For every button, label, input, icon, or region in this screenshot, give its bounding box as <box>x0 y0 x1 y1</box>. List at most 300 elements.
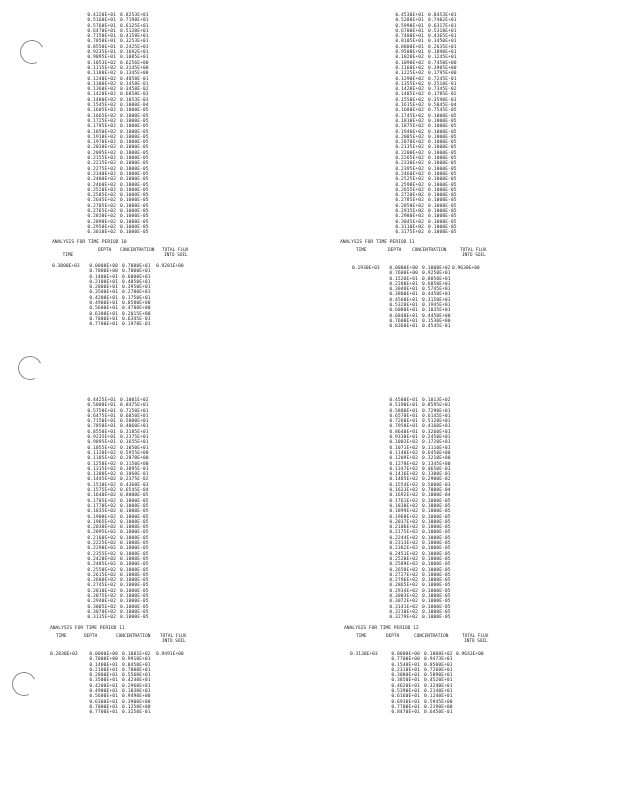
concentration-value: 0.2425E+01 <box>120 44 149 50</box>
depth-value: 0.7150E+01 <box>87 419 116 425</box>
depth-value: 0.2800E+01 <box>89 673 118 679</box>
concentration-value: 0.1720E+01 <box>422 440 451 446</box>
q2-col-time: TIME <box>356 248 367 253</box>
depth-value: 0.2106E+02 <box>389 525 418 531</box>
concentration-value: 0.2140E+01 <box>424 689 453 695</box>
depth-value: 0.2225E+02 <box>87 541 116 547</box>
depth-value: 0.1785E+02 <box>87 124 116 130</box>
depth-value: 0.7260E+01 <box>389 419 418 425</box>
depth-value: 0.2005E+02 <box>395 134 424 140</box>
concentration-value: 0.1750E+01 <box>122 295 151 301</box>
depth-value: 0.2330E+02 <box>395 161 424 167</box>
depth-value: 0.2460E+02 <box>395 171 424 177</box>
concentration-value: 0.1000E-05 <box>422 498 451 504</box>
depth-value: 0.5880E+01 <box>389 408 418 414</box>
depth-value: 0.5390E+01 <box>391 689 420 695</box>
depth-value: 0.2095E+02 <box>87 530 116 536</box>
concentration-value: 0.1000E-05 <box>120 593 149 599</box>
depth-value: 0.9895E+01 <box>87 440 116 446</box>
q3-section-title: ANALYSIS FOR TIME PERIOD 11 <box>50 626 125 631</box>
concentration-value: 0.1000E-05 <box>428 118 457 124</box>
depth-value: 0.3005E+02 <box>87 604 116 610</box>
depth-value: 0.4320E+01 <box>87 13 116 18</box>
depth-value: 0.4900E+01 <box>89 301 118 307</box>
concentration-value: 0.7450E+00 <box>428 60 457 66</box>
depth-value: 0.1400E+01 <box>89 274 118 280</box>
concentration-value: 0.1000E-05 <box>120 498 149 504</box>
depth-value: 0.4530E+01 <box>395 13 424 18</box>
concentration-value: 0.1000E-05 <box>120 519 149 525</box>
depth-value: 0.1623E+02 <box>389 488 418 494</box>
depth-value: 0.1540E+01 <box>391 662 420 668</box>
concentration-value: 0.1000E-05 <box>428 177 457 183</box>
depth-value: 0.6475E+01 <box>87 413 116 419</box>
concentration-value: 0.7000E-04 <box>422 488 451 494</box>
depth-value: 0.3110E+02 <box>395 224 424 230</box>
q2-col-conc: CONCENTRATION <box>412 248 447 253</box>
concentration-value: 0.8580E+00 <box>122 301 151 307</box>
depth-value: 0.5280E+01 <box>395 18 424 24</box>
q2-depth-concentration-list <box>390 13 462 235</box>
q4-results-list <box>386 652 458 716</box>
concentration-value: 0.1000E-05 <box>428 124 457 130</box>
q2-col-depth: DEPTH <box>388 248 402 253</box>
concentration-value: 0.1000E-05 <box>120 118 149 124</box>
depth-value: 0.2645E+02 <box>87 198 116 204</box>
concentration-value: 0.1000E-04 <box>422 493 451 499</box>
depth-value: 0.1380E+02 <box>87 472 116 478</box>
depth-value: 0.1550E+02 <box>395 97 424 103</box>
depth-value: 0.2865E+02 <box>389 583 418 589</box>
concentration-value: 0.5845E-04 <box>428 103 457 109</box>
depth-value: 0.2765E+02 <box>87 208 116 214</box>
concentration-value: 0.5120E+01 <box>120 28 149 34</box>
concentration-value: 0.6545E-04 <box>120 488 149 494</box>
depth-value: 0.9500E+01 <box>395 50 424 56</box>
depth-value: 0.8550E+01 <box>87 429 116 435</box>
q3-results-list <box>84 652 156 716</box>
depth-value: 0.7400E+01 <box>395 34 424 40</box>
concentration-value: 0.1000E-05 <box>120 161 149 167</box>
depth-value: 0.1745E+02 <box>395 113 424 119</box>
concentration-value: 0.2375E+01 <box>120 435 149 441</box>
concentration-value: 0.1000E-05 <box>422 514 451 520</box>
concentration-value: 0.1345E+00 <box>120 71 149 77</box>
depth-value: 0.2100E+01 <box>89 279 118 285</box>
concentration-value: 0.6345E-01 <box>122 316 151 322</box>
depth-value: 0.6080E+01 <box>389 308 418 314</box>
depth-value: 0.1640E+02 <box>87 493 116 499</box>
depth-value: 0.1300E+02 <box>87 81 116 87</box>
depth-value: 0.1761E+02 <box>389 498 418 504</box>
q1-section-title: ANALYSIS FOR TIME PERIOD 10 <box>52 240 127 245</box>
depth-value: 0.1290E+02 <box>395 76 424 82</box>
concentration-value: 0.1000E-05 <box>120 546 149 552</box>
concentration-value: 0.2015E+00 <box>122 311 151 317</box>
depth-value: 0.2934E+02 <box>389 588 418 594</box>
concentration-value: 0.4450E+00 <box>422 313 451 319</box>
concentration-value: 0.6050E+01 <box>120 413 149 419</box>
depth-value: 0.7000E+01 <box>89 704 118 710</box>
concentration-value: 0.1000E-05 <box>428 161 457 167</box>
depth-value: 0.2950E+02 <box>87 224 116 230</box>
depth-value: 0.1480E+02 <box>87 97 116 103</box>
concentration-value: 0.1000E-05 <box>120 219 149 225</box>
concentration-value: 0.1000E-05 <box>120 171 149 177</box>
concentration-value: 0.1000E-05 <box>422 503 451 509</box>
concentration-value: 0.3150E+01 <box>422 297 451 303</box>
depth-value: 0.1692E+02 <box>389 493 418 499</box>
concentration-value: 0.1000E-05 <box>428 156 457 162</box>
concentration-value: 0.1060E-01 <box>120 472 149 478</box>
depth-value: 0.7600E+00 <box>389 271 418 277</box>
concentration-value: 0.1000E-05 <box>120 129 149 135</box>
depth-value: 0.2785E+02 <box>395 198 424 204</box>
concentration-value: 0.6256E+00 <box>120 60 149 66</box>
depth-value: 0.1445E+02 <box>87 477 116 483</box>
concentration-value: 0.4158E+01 <box>120 34 149 40</box>
depth-value: 0.1420E+02 <box>395 87 424 93</box>
concentration-value: 0.3900E+00 <box>122 699 151 705</box>
depth-value: 0.9235E+01 <box>87 50 116 56</box>
q3-col-conc: CONCENTRATION <box>116 634 151 639</box>
concentration-value: 0.1240E+01 <box>424 694 453 700</box>
depth-value: 0.1355E+02 <box>395 81 424 87</box>
depth-value: 0.3045E+02 <box>395 219 424 225</box>
depth-value: 0.2890E+02 <box>87 219 116 225</box>
depth-value: 0.1850E+02 <box>87 129 116 135</box>
concentration-value: 0.1000E-05 <box>120 224 149 230</box>
depth-value: 0.1240E+02 <box>87 76 116 82</box>
concentration-value: 0.7402E+01 <box>428 18 457 24</box>
concentration-value: 0.1000E-05 <box>120 578 149 584</box>
depth-value: 0.7700E+01 <box>391 704 420 710</box>
concentration-value: 0.1000E-05 <box>428 193 457 199</box>
concentration-value: 0.4520E+01 <box>424 678 453 684</box>
concentration-value: 0.1035E+01 <box>422 308 451 314</box>
concentration-value: 0.1890E+01 <box>428 50 457 56</box>
concentration-value: 0.1655E+01 <box>120 440 149 446</box>
concentration-value: 0.8253E+01 <box>120 13 149 18</box>
depth-value: 0.1968E+02 <box>389 514 418 520</box>
depth-value: 0.7850E+01 <box>87 39 116 45</box>
q2-first-time: 0.1930E+03 <box>352 266 380 271</box>
concentration-value: 0.1000E-04 <box>120 103 149 109</box>
depth-value: 0.4200E+01 <box>89 683 118 689</box>
q1-col-depth: DEPTH <box>98 248 112 253</box>
depth-value: 0.2175E+02 <box>389 530 418 536</box>
concentration-value: 0.9473E+01 <box>424 657 453 663</box>
depth-value: 0.2875E+02 <box>87 593 116 599</box>
depth-value: 0.1090E+02 <box>395 60 424 66</box>
depth-value: 0.2095E+02 <box>87 150 116 156</box>
depth-value: 0.1416E+02 <box>389 472 418 478</box>
depth-value: 0.7150E+01 <box>87 34 116 40</box>
depth-value: 0.3070E+02 <box>87 609 116 615</box>
concentration-value: 0.1150E+00 <box>120 461 149 467</box>
depth-value: 0.3850E+01 <box>391 678 420 684</box>
depth-value: 0.1020E+02 <box>395 55 424 61</box>
concentration-value: 0.8050E+01 <box>422 276 451 282</box>
concentration-value: 0.3450E+01 <box>428 39 457 45</box>
concentration-value: 0.1000E-05 <box>422 535 451 541</box>
concentration-value: 0.1000E-05 <box>428 198 457 204</box>
q4-depth-concentration-list <box>384 398 456 620</box>
depth-value: 0.1605E+02 <box>87 108 116 114</box>
q4-col-depth: DEPTH <box>386 634 400 639</box>
depth-value: 0.2155E+02 <box>87 156 116 162</box>
concentration-value: 0.1785E-02 <box>428 92 457 98</box>
depth-value: 0.1575E+02 <box>87 488 116 494</box>
q1-depth-concentration-list <box>82 13 154 235</box>
depth-value: 0.1160E+02 <box>395 65 424 71</box>
depth-value: 0.3800E+01 <box>389 292 418 298</box>
concentration-value: 0.1000E-05 <box>428 214 457 220</box>
concentration-value: 0.1000E-05 <box>428 140 457 146</box>
depth-value: 0.1360E+02 <box>87 87 116 93</box>
concentration-value: 0.8000E-05 <box>120 493 149 499</box>
depth-value: 0.1545E+02 <box>87 103 116 109</box>
concentration-value: 0.1000E-05 <box>120 535 149 541</box>
depth-value: 0.1554E+02 <box>389 482 418 488</box>
concentration-value: 0.1110E+01 <box>422 445 451 451</box>
depth-value: 0.1185E+02 <box>87 456 116 462</box>
depth-value: 0.7850E+01 <box>87 424 116 430</box>
q1-first-flux: 0.9281E+00 <box>156 264 184 269</box>
depth-value: 0.9895E+01 <box>87 55 116 61</box>
depth-value: 0.2100E+01 <box>89 667 118 673</box>
concentration-value: 0.1000E-05 <box>120 525 149 531</box>
concentration-value: 0.1000E-05 <box>428 113 457 119</box>
concentration-value: 0.1050E+01 <box>120 445 149 451</box>
punch-hole-bottom <box>9 669 40 700</box>
q3-col-time: TIME <box>56 634 67 639</box>
concentration-value: 0.3250E-01 <box>122 710 151 716</box>
q2-first-flux: 0.9630E+00 <box>452 266 480 271</box>
concentration-value: 0.3905E+00 <box>428 65 457 71</box>
concentration-value: 0.2780E+01 <box>122 290 151 296</box>
depth-value: 0.1770E+02 <box>87 503 116 509</box>
concentration-value: 0.2450E+01 <box>422 435 451 441</box>
concentration-value: 0.1000E-05 <box>422 572 451 578</box>
concentration-value: 0.3260E+01 <box>422 429 451 435</box>
depth-value: 0.4620E+01 <box>391 683 420 689</box>
concentration-value: 0.3895E-01 <box>120 466 149 472</box>
depth-value: 0.5990E+01 <box>395 23 424 29</box>
depth-value: 0.2395E+02 <box>395 166 424 172</box>
depth-value: 0.2275E+02 <box>87 166 116 172</box>
depth-value: 0.1810E+02 <box>395 118 424 124</box>
depth-value: 0.2037E+02 <box>389 519 418 525</box>
concentration-value: 0.8500E+01 <box>424 662 453 668</box>
concentration-value: 0.1000E-05 <box>422 509 451 515</box>
depth-value: 0.4425E+01 <box>87 398 116 403</box>
depth-value: 0.2520E+02 <box>87 187 116 193</box>
depth-value: 0.1900E+02 <box>87 514 116 520</box>
depth-value: 0.2810E+02 <box>87 588 116 594</box>
depth-value: 0.3141E+02 <box>389 604 418 610</box>
depth-value: 0.1420E+02 <box>87 92 116 98</box>
q1-column-headers <box>52 248 73 263</box>
concentration-value: 0.1000E-05 <box>120 530 149 536</box>
depth-value: 0.3210E+02 <box>389 609 418 615</box>
concentration-value: 0.1000E-05 <box>422 530 451 536</box>
depth-value: 0.2400E+02 <box>87 177 116 183</box>
depth-value: 0.5760E+01 <box>87 23 116 29</box>
concentration-value: 0.8453E+01 <box>428 13 457 18</box>
depth-value: 0.7700E+01 <box>89 322 118 328</box>
concentration-value: 0.1000E-05 <box>120 541 149 547</box>
q4-col-conc: CONCENTRATION <box>414 634 449 639</box>
concentration-value: 0.1000E-05 <box>428 203 457 209</box>
concentration-value: 0.1530E+00 <box>422 318 451 324</box>
depth-value: 0.6930E+01 <box>391 699 420 705</box>
depth-value: 0.1250E+02 <box>87 461 116 467</box>
depth-value: 0.6300E+01 <box>89 699 118 705</box>
depth-value: 0.2030E+02 <box>87 145 116 151</box>
concentration-value: 0.1000E-05 <box>120 615 149 621</box>
concentration-value: 0.1000E-05 <box>120 150 149 156</box>
depth-value: 0.2215E+02 <box>87 161 116 167</box>
concentration-value: 0.1000E-05 <box>422 593 451 599</box>
q4-first-time: 0.3130E+03 <box>350 652 378 657</box>
concentration-value: 0.1000E-05 <box>422 578 451 584</box>
concentration-value: 0.1250E+00 <box>122 704 151 710</box>
concentration-value: 0.1000E-05 <box>120 604 149 610</box>
concentration-value: 0.1001E+02 <box>120 398 149 403</box>
depth-value: 0.4500E+01 <box>389 398 418 403</box>
depth-value: 0.1899E+02 <box>389 509 418 515</box>
q1-col-flux2: INTO SOIL <box>164 253 188 258</box>
depth-value: 0.2680E+02 <box>87 578 116 584</box>
concentration-value: 0.1000E-05 <box>120 230 149 236</box>
concentration-value: 0.4850E+01 <box>122 279 151 285</box>
concentration-value: 0.9250E+01 <box>422 271 451 277</box>
concentration-value: 0.3240E+01 <box>424 683 453 689</box>
punch-hole-top <box>17 37 48 68</box>
q1-col-conc: CONCENTRATION <box>120 248 155 253</box>
concentration-value: 0.1978E-01 <box>122 322 151 328</box>
concentration-value: 0.3950E+01 <box>122 285 151 291</box>
concentration-value: 0.4060E+01 <box>120 424 149 430</box>
concentration-value: 0.1000E-05 <box>422 588 451 594</box>
depth-value: 0.1180E+02 <box>87 71 116 77</box>
q1-col-flux1: TOTAL FLUX <box>162 248 189 253</box>
depth-value: 0.2382E+02 <box>389 546 418 552</box>
depth-value: 0.8360E+01 <box>389 324 418 330</box>
concentration-value: 0.1000E-05 <box>422 562 451 568</box>
depth-value: 0.1053E+02 <box>87 60 116 66</box>
concentration-value: 0.5890E+01 <box>424 673 453 679</box>
concentration-value: 0.1000E-05 <box>428 166 457 172</box>
q3-col-flux2: INTO SOIL <box>162 639 186 644</box>
concentration-value: 0.2870E+00 <box>120 456 149 462</box>
depth-value: 0.5320E+01 <box>389 303 418 309</box>
depth-value: 0.1510E+02 <box>87 482 116 488</box>
q3-depth-concentration-list <box>82 398 154 620</box>
concentration-value: 0.1000E-05 <box>422 615 451 621</box>
depth-value: 0.7000E+00 <box>89 657 118 663</box>
concentration-value: 0.6000E+01 <box>122 274 151 280</box>
depth-value: 0.2313E+02 <box>389 541 418 547</box>
depth-value: 0.2030E+02 <box>87 525 116 531</box>
punch-hole-middle <box>15 353 46 384</box>
concentration-value: 0.7260E+01 <box>424 667 453 673</box>
table-row <box>390 230 462 235</box>
concentration-value: 0.1000E-05 <box>120 214 149 220</box>
concentration-value: 0.6858E-03 <box>120 92 149 98</box>
depth-value: 0.0000E+00 <box>391 652 420 657</box>
depth-value: 0.3500E+01 <box>89 290 118 296</box>
q4-col-flux1: TOTAL FLUX <box>462 634 489 639</box>
depth-value: 0.1875E+02 <box>395 124 424 130</box>
q4-col-time: TIME <box>356 634 367 639</box>
depth-value: 0.3080E+01 <box>391 673 420 679</box>
concentration-value: 0.1345E+00 <box>422 461 451 467</box>
depth-value: 0.1278E+02 <box>389 461 418 467</box>
depth-value: 0.2520E+02 <box>389 556 418 562</box>
depth-value: 0.1225E+02 <box>395 71 424 77</box>
concentration-value: 0.5945E+00 <box>424 699 453 705</box>
concentration-value: 0.1000E-05 <box>428 219 457 225</box>
concentration-value: 0.1830E+01 <box>122 689 151 695</box>
concentration-value: 0.4858E-01 <box>120 76 149 82</box>
concentration-value: 0.1008E+02 <box>424 652 453 657</box>
concentration-value: 0.1000E-05 <box>120 203 149 209</box>
q4-col-flux2: INTO SOIL <box>464 639 488 644</box>
depth-value: 0.1665E+02 <box>87 113 116 119</box>
concentration-value: 0.5310E+01 <box>428 28 457 34</box>
depth-value: 0.2200E+02 <box>395 150 424 156</box>
depth-value: 0.3010E+02 <box>87 230 116 236</box>
table-row <box>384 615 456 620</box>
depth-value: 0.7000E+00 <box>89 269 118 275</box>
depth-value: 0.2940E+02 <box>87 599 116 605</box>
table-row <box>386 710 458 715</box>
concentration-value: 0.1000E-05 <box>120 208 149 214</box>
depth-value: 0.1835E+02 <box>87 509 116 515</box>
concentration-value: 0.1000E-05 <box>428 145 457 151</box>
concentration-value: 0.8595E+01 <box>422 403 451 409</box>
depth-value: 0.8470E+01 <box>391 710 420 716</box>
depth-value: 0.2420E+02 <box>87 556 116 562</box>
depth-value: 0.1055E+02 <box>87 445 116 451</box>
depth-value: 0.1315E+02 <box>87 466 116 472</box>
depth-value: 0.1970E+02 <box>87 140 116 146</box>
concentration-value: 0.1000E-05 <box>422 583 451 589</box>
concentration-value: 0.1000E-05 <box>120 503 149 509</box>
q2-results-list <box>384 266 456 330</box>
concentration-value: 0.4450E+01 <box>422 292 451 298</box>
concentration-value: 0.1000E-05 <box>422 551 451 557</box>
concentration-value: 0.2960E+01 <box>122 683 151 689</box>
depth-value: 0.6300E+01 <box>89 311 118 317</box>
depth-value: 0.5160E+01 <box>87 18 116 24</box>
concentration-value: 0.1000E-05 <box>422 546 451 552</box>
depth-value: 0.2550E+02 <box>87 567 116 573</box>
depth-value: 0.7000E+01 <box>89 316 118 322</box>
depth-value: 0.2355E+02 <box>87 551 116 557</box>
concentration-value: 0.1081E+02 <box>122 652 151 657</box>
q1-results-list <box>84 264 156 328</box>
depth-value: 0.5750E+01 <box>87 408 116 414</box>
depth-value: 0.7700E+01 <box>89 710 118 716</box>
concentration-value: 0.1000E-05 <box>120 140 149 146</box>
concentration-value: 0.8475E+01 <box>120 403 149 409</box>
depth-value: 0.2160E+02 <box>87 535 116 541</box>
concentration-value: 0.1000E-05 <box>120 562 149 568</box>
concentration-value: 0.1245E+01 <box>428 55 457 61</box>
